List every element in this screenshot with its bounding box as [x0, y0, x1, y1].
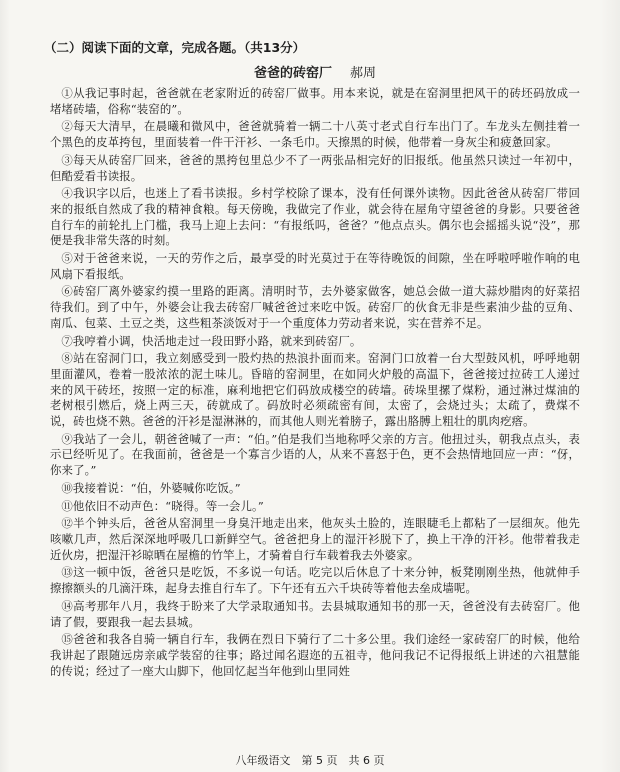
paragraph: ③每天从砖窑厂回来，爸爸的黑挎包里总少不了一两张品相完好的旧报纸。他虽然只读过一年初中，但酷爱看书读报。: [50, 152, 580, 183]
paragraph: ④我识字以后，也迷上了看书读报。乡村学校除了课本，没有任何课外读物。因此爸爸从砖窑厂带回来的报纸自然成了我的精神食粮。每天傍晚，我做完了作业，就会待在屋角守望爸爸的身影。只要爸爸自行车的前轮扎上门槛，我马上迎上去问：“有报纸吗，爸爸？”他点点头。偶尔也会摇摇头说“没”，那便是我非常失落的时刻。: [50, 186, 580, 248]
paragraph: ⑧站在窑洞门口，我立刻感受到一股灼热的热浪扑面而来。窑洞门口放着一台大型鼓风机，呼呼地朝里面灌风，卷着一股浓浓的泥土味儿。昏暗的窑洞里，在如同火炉般的高温下，爸爸接过拉砖工人递过来的风干砖坯，按照一定的标准，麻利地把它们码放成楼空的砖墙。砖垛里摞了煤粉，通过淋过煤油的老树根引燃后，烧上两三天，砖就成了。码放时必须疏密有间，太密了，会烧过头；太疏了，费煤不说，砖也烧不熟。爸爸的汗衫是湿淋淋的，而其他人则光着膀子，露出胳膊上粗壮的肌肉疙瘩。: [50, 351, 580, 429]
paragraph: ⑬这一顿中饭，爸爸只是吃饭，不多说一句话。吃完以后休息了十来分钟，板凳刚刚坐热，他就伸手擦擦额头的几滴汗珠，起身去推自行车了。下午还有五六千块砖等着他去垒成墙呢。: [50, 565, 580, 596]
paragraph: ②每天大清早，在晨曦和微风中，爸爸就骑着一辆二十八英寸老式自行车出门了。车龙头左侧挂着一个黑色的皮革挎包，里面装着一件干汗衫、一条毛巾。天擦黑的时候，他带着一身灰尘和疲惫回家。: [50, 119, 580, 150]
paragraph: ⑤对于爸爸来说，一天的劳作之后，最享受的时光莫过于在等待晚饭的间隙，坐在呼啦呼啦作响的电风扇下看报纸。: [50, 251, 580, 281]
article-heading: [50, 62, 580, 81]
paragraph: ①从我记事时起，爸爸就在老家附近的砖窑厂做事。用本来说，就是在窑洞里把风干的砖坯码放成一堵堵砖墙，俗称“装窑的”。: [50, 86, 580, 116]
article-title: 爸爸的砖窑厂: [253, 66, 332, 81]
section-header: （二）阅读下面的文章，完成各题。（共13分）: [44, 40, 306, 55]
paragraph: ⑦我哼着小调，快活地走过一段田野小路，就来到砖窑厂。: [61, 333, 362, 348]
paragraph: ⑨我站了一会儿，朝爸爸喊了一声：“伯。”伯是我们当地称呼父亲的方言。他扭过头，朝我点点头，表示已经听见了。在我面前，爸爸是一个寡言少语的人，从来不喜怒于色，更不会热情地回应一声：“伢，你来了。”: [50, 431, 580, 478]
paragraph: ⑩我接着说：“伯，外婆喊你吃饭。”: [61, 480, 241, 495]
paragraph: ⑭高考那年八月，我终于盼来了大学录取通知书。去县城取通知书的那一天，爸爸没有去砖窑厂。他请了假，要跟我一起去县城。: [50, 598, 580, 629]
page-footer: 八年级语文 第 5 页 共 6 页: [235, 754, 385, 767]
paragraph: ⑮爸爸和我各自骑一辆自行车，我俩在烈日下骑行了二十多公里。我们途经一家砖窑厂的时候，他给我讲起了跟随远房亲戚学装窑的往事；路过闻名遐迩的五祖寺，他问我记不记得报纸上讲述的六祖慧能的传说；经过了一座大山脚下，他回忆起当年他到山里同姓: [50, 632, 580, 678]
paragraph: ⑫半个钟头后，爸爸从窑洞里一身臭汗地走出来，他灰头土脸的，连眼睫毛上都粘了一层细灰。他先咳嗽几声，然后深深地呼吸几口新鲜空气。爸爸把身上的湿汗衫脱下了，换上干净的汗衫。他带着我走近伙房，把湿汗衫晾晒在屋檐的竹竿上，才骑着自行车载着我去外婆家。: [50, 516, 580, 562]
paragraph: ⑪他依旧不动声色：“晓得。等一会儿。”: [61, 498, 264, 513]
paragraph: ⑥砖窑厂离外婆家约摸一里路的距离。清明时节，去外婆家做客，她总会做一道大蒜炒腊肉的好菜招待我们。到了中午，外婆会让我去砖窑厂喊爸爸过来吃中饭。砖窑厂的伙食无非是些素油少盐的豆角、南瓜、包菜、土豆之类，这些粗茶淡饭对于一个重度体力劳动者来说，实在营养不足。: [50, 284, 580, 330]
article-body: [50, 86, 580, 679]
article-author: 郝周: [350, 66, 377, 81]
